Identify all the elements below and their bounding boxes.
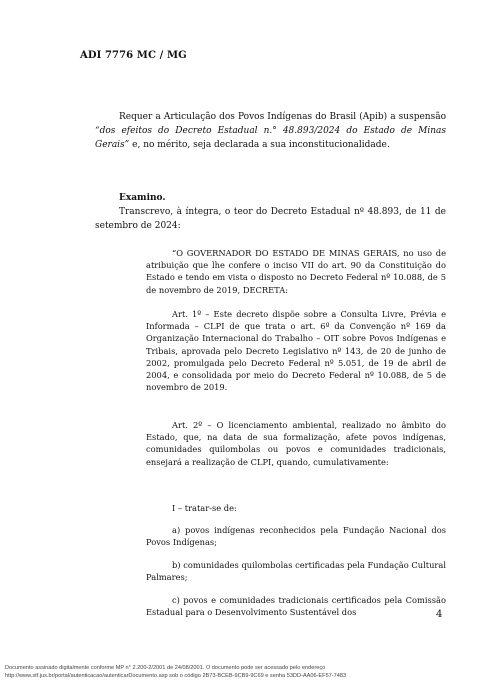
footer-line-1: Documento assinado digitalmente conforme MP n° 2.200-2/2001 de 24/08/2001. O documento pode ser acessado pelo endereço xyxy=(5,665,326,671)
request-paragraph xyxy=(95,110,446,152)
request-text-start: Requer a Articulação dos Povos Indígenas do Brasil (Apib) a suspensão xyxy=(119,112,446,122)
footer-line-2: http://www.stf.jus.br/portal/autenticacao/autenticarDocumento.asp sob o código 2B73-BCEB-9CB9-9C69 e senha 53DD-AA06-EF57-7483 xyxy=(5,672,347,679)
request-text-end: e, no mérito, seja declarada a sua inconstitucionalidade. xyxy=(129,140,390,150)
quote-paragraph-7: c) povos e comunidades tradicionais certificados pela Comissão Estadual para o Desenvolvimento Sustentável dos xyxy=(146,595,446,618)
quote-paragraph-5: a) povos indígenas reconhecidos pela Fundação Nacional dos Povos Indígenas; xyxy=(146,525,446,548)
quote-paragraph-6: b) comunidades quilombolas certificadas pela Fundação Cultural Palmares; xyxy=(146,560,446,583)
transcription-intro: Transcrevo, à íntegra, o teor do Decreto Estadual nº 48.893, de 11 de setembro de 2024: xyxy=(95,207,446,231)
quote-paragraph-3: Art. 2º – O licenciamento ambiental, realizado no âmbito do Estado, que, na data de sua formalização, afete povos indígenas, comunidades quilombolas ou povos e comunidades tradicionais, ensejará a realização de CLPI, quando, cumulativamente: xyxy=(146,420,446,467)
quote-paragraph-2: Art. 1º – Este decreto dispõe sobre a Consulta Livre, Prévia e Informada – CLPI de que trata o art. 6º da Convenção nº 169 da Organização Internacional do Trabalho – OIT sobre Povos Indígenas e Tribais, aprovada pelo Decreto Legislativo nº 143, de 20 de junho de 2002, promulgada pelo Decreto Federal nº 5.051, de 19 de abril de 2004, e consolidada por meio do Decreto Federal nº 10.088, de 5 de novembro de 2019. xyxy=(146,309,446,393)
exam-paragraph xyxy=(95,191,446,233)
quote-paragraph-4: I – tratar-se de: xyxy=(172,503,237,513)
exam-heading: Examino. xyxy=(119,193,166,203)
quote-paragraph-1: “O GOVERNADOR DO ESTADO DE MINAS GERAIS, no uso de atribuição que lhe confere o inciso VII do art. 90 da Constituição do Estado e tendo em vista o disposto no Decreto Federal nº 10.088, de 5 de novembro de 2019, DECRETA: xyxy=(146,248,446,295)
case-header: ADI 7776 MC / MG xyxy=(80,50,187,61)
page-number: 4 xyxy=(436,609,443,620)
request-italic-quote: “dos efeitos do Decreto Estadual n.° 48.893/2024 do Estado de Minas Gerais” xyxy=(95,126,446,150)
signature-footer xyxy=(5,665,346,680)
